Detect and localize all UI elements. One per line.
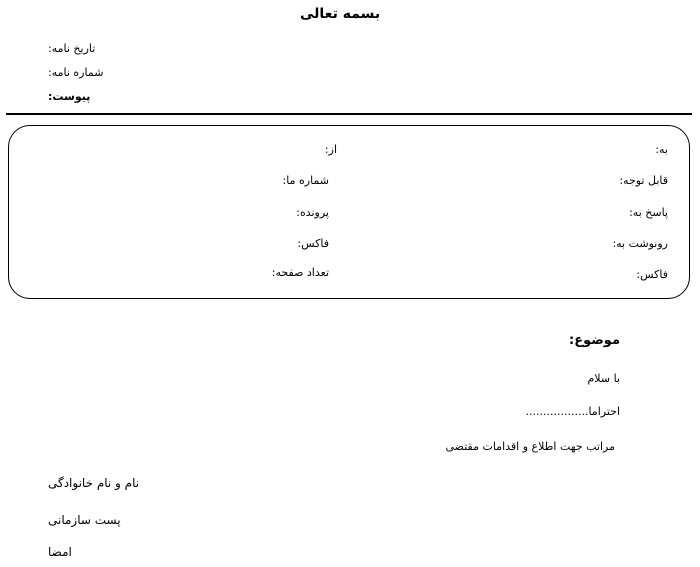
- to-label: به:: [655, 143, 668, 156]
- attention-label: قابل توجه:: [619, 174, 668, 187]
- from-label: از:: [324, 143, 337, 156]
- header-divider: [6, 113, 692, 115]
- fax-right-label: فاکس:: [636, 268, 668, 281]
- position-label: پست سازمانی: [48, 513, 121, 527]
- full-name-label: نام و نام خانوادگی: [48, 476, 140, 490]
- fax-left-label: فاکس:: [297, 237, 329, 250]
- reply-to-label: پاسخ به:: [629, 206, 668, 219]
- subject-label: موضوع:: [569, 333, 620, 348]
- signature-label: امضا: [48, 545, 72, 559]
- our-number-label: شماره ما:: [282, 174, 329, 187]
- body-line-text: مراتب جهت اطلاع و اقدامات مقتضی: [445, 440, 615, 453]
- letter-title: بسمه تعالی: [300, 6, 381, 22]
- letter-number-label: شماره نامه:: [48, 66, 104, 79]
- page-count-label: تعداد صفحه:: [271, 266, 329, 279]
- attachment-label: پیوست:: [48, 90, 91, 103]
- address-box: [8, 125, 690, 299]
- cc-label: رونوشت به:: [612, 237, 668, 250]
- letter-date-label: تاریخ نامه:: [48, 42, 96, 55]
- case-label: پرونده:: [296, 206, 329, 219]
- greeting-text: با سلام: [587, 372, 620, 385]
- respect-text: احتراما..................: [525, 405, 620, 418]
